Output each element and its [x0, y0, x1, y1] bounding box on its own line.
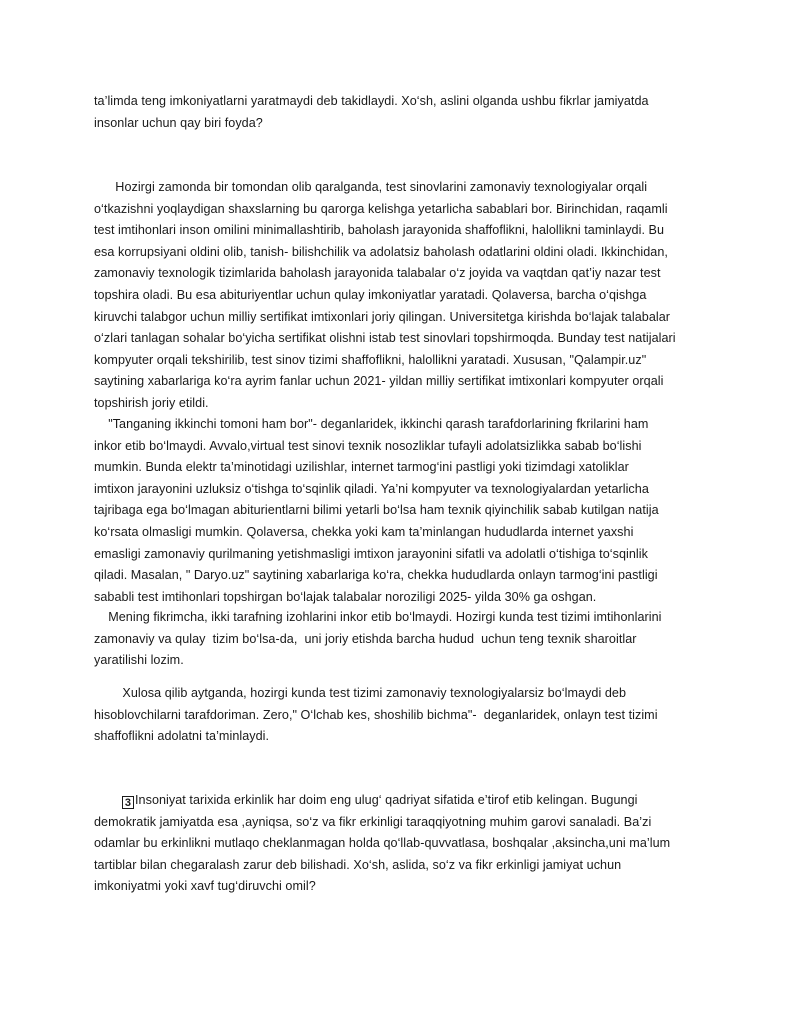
text-line: emasligi zamonaviy qurilmaning yetishmasligi imtixon jarayonini sifatli va adolatli o‘tishiga to‘sqinlik: [94, 546, 648, 561]
text-line: kompyuter orqali tekshirilib, test sinov tizimi shaffoflikni, halollikni yaratadi. Xususan, "Qalampir.uz": [94, 352, 647, 367]
text-line: esa korrupsiyani oldini olib, tanish- bilishchilik va adolatsiz baholash odatlarini oldini oladi. Ikkinchidan,: [94, 244, 668, 259]
text-line: inkor etib bo‘lmaydi. Avvalo,virtual test sinovi texnik nosozliklar tufayli adolatsizlikka sabab bo‘lishi: [94, 438, 642, 453]
text-line: demokratik jamiyatda esa ,ayniqsa, so‘z va fikr erkinligi taraqqiyotning muhim garovi sanaladi. Ba’zi: [94, 814, 652, 829]
text-line: "Tanganing ikkinchi tomoni ham bor"- deganlaridek, ikkinchi qarash tarafdorlarining fkrilarini ham: [94, 417, 649, 431]
text-line: topshira oladi. Bu esa abituriyentlar uchun qulay imkoniyatlar yaratadi. Qolaversa, barcha o‘qishga: [94, 287, 647, 302]
text-line: hisoblovchilarni tarafdoriman. Zero," O‘lchab kes, shoshilib bichma"- deganlaridek, onlayn test tizimi: [94, 707, 658, 722]
text-line: tartiblar bilan chegaralash zarur deb bilishadi. Xo‘sh, aslida, so‘z va fikr erkinligi jamiyat uchun: [94, 857, 622, 872]
text-line: zamonaviy texnologik tizimlarida baholash jarayonida talabalar o‘z joyida va vaqtdan qat’iy nazar test: [94, 266, 661, 281]
text-line: kiruvchi talabgor uchun milliy sertifikat imtixonlari joriy qilingan. Universitetga kirishda bo‘lajak talabalar: [94, 309, 671, 324]
text-line: ko‘rsata olmasligi mumkin. Qolaversa, chekka yoki kam ta’minlangan hududlarda internet yaxshi: [94, 524, 634, 539]
text-line: yaratilishi lozim.: [94, 653, 184, 668]
boxed-number-marker: 3: [122, 796, 134, 809]
paragraph-essay-three: [94, 790, 714, 898]
text-line: qiladi. Masalan, " Daryo.uz" saytining xabarlariga ko‘ra, chekka hududlarda onlayn tarmog‘ini pastligi: [94, 568, 658, 583]
text-line: saytining xabarlariga ko‘ra ayrim fanlar uchun 2021- yildan milliy sertifikat imtixonlari kompyuter orqali: [94, 374, 664, 389]
text-line: test imtihonlari inson omilini minimallashtirib, baholash jarayonida shaffoflikni, halollikni taminlaydi. Bu: [94, 223, 665, 238]
text-line: Mening fikrimcha, ikki tarafning izohlarini inkor etib bo‘lmaydi. Hozirgi kunda test tizimi imtihonlarini: [94, 610, 662, 624]
paragraph-first-view: [94, 177, 714, 415]
text-line: mumkin. Bunda elektr ta’minotidagi uzilishlar, internet tarmog‘ini pastligi yoki tizimdagi xatoliklar: [94, 460, 629, 475]
text-line-content: Insoniyat tarixida erkinlik har doim eng ulug‘ qadriyat sifatida e’tirof etib kelingan. Bugungi: [135, 793, 638, 807]
text-line: [94, 790, 714, 812]
text-line: Xulosa qilib aytganda, hozirgi kunda test tizimi zamonaviy texnologiyalarsiz bo‘lmaydi deb: [94, 686, 627, 700]
text-line: imtixon jarayonini uzluksiz o‘tishga to‘sqinlik qiladi. Ya’ni kompyuter va texnologiyalardan yetarlicha: [94, 481, 649, 496]
text-line: zamonaviy va qulay tizim bo‘lsa-da, uni joriy etishda barcha hudud uchun teng texnik sharoitlar: [94, 631, 637, 646]
text-line: odamlar bu erkinlikni mutlaqo cheklanmagan holda qo‘llab-quvvatlasa, boshqalar ,aksincha,uni ma’lum: [94, 836, 671, 851]
text-line: shaffoflikni adolatni ta’minlaydi.: [94, 729, 270, 744]
paragraph-second-view: [94, 414, 714, 608]
paragraph-intro-ending: [94, 91, 714, 134]
text-line: imkoniyatmi yoki xavf tug‘diruvchi omil?: [94, 879, 316, 894]
text-line: topshirish joriy etildi.: [94, 395, 209, 410]
text-line: o‘tkazishni yoqlaydigan shaxslarning bu qarorga kelishga yetarlicha sabablari bor. Birinchidan, raqamli: [94, 201, 668, 216]
paragraph-opinion: [94, 607, 714, 672]
text-line: insonlar uchun qay biri foyda?: [94, 115, 263, 130]
paragraph-conclusion: [94, 683, 714, 748]
text-line: Hozirgi zamonda bir tomondan olib qaralganda, test sinovlarini zamonaviy texnologiyalar orqali: [94, 180, 648, 194]
text-line: tajribaga ega bo‘lmagan abiturientlarni bilimi yetarli bo‘lsa ham texnik qiyinchilik sabab kutilgan natija: [94, 503, 659, 518]
text-line: o‘zlari tanlagan sohalar bo‘yicha sertifikat olishni istab test sinovlari topshirmoqda. Bunday test natijalari: [94, 331, 676, 346]
text-line: sababli test imtihonlari topshirgan bo‘lajak talabalar noroziligi 2025- yilda 30% ga oshgan.: [94, 589, 597, 604]
text-line: ta’limda teng imkoniyatlarni yaratmaydi deb takidlaydi. Xo‘sh, aslini olganda ushbu fikrlar jamiyatda: [94, 94, 649, 108]
